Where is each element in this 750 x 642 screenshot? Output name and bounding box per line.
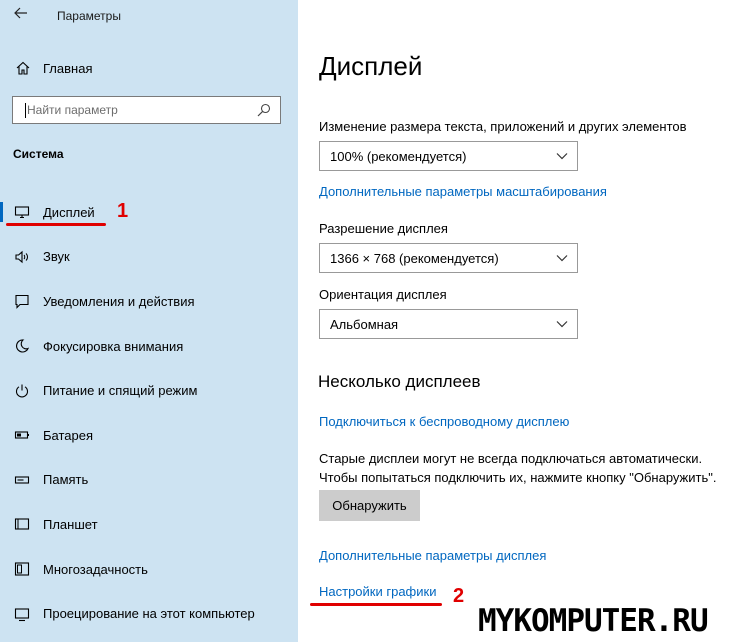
advanced-display-link[interactable]: Дополнительные параметры дисплея <box>319 548 547 563</box>
sidebar-nav <box>0 190 298 636</box>
sidebar-item-multitasking[interactable] <box>0 547 298 592</box>
notification-icon <box>13 292 31 310</box>
annotation-underline-1 <box>6 223 106 226</box>
chevron-down-icon <box>555 317 569 331</box>
sidebar-item-projecting[interactable] <box>0 591 298 636</box>
scale-value: 100% (рекомендуется) <box>330 148 467 164</box>
chevron-down-icon <box>555 251 569 265</box>
monitor-icon <box>13 203 31 221</box>
search-field[interactable] <box>12 96 281 124</box>
advanced-scaling-link[interactable]: Дополнительные параметры масштабирования <box>319 184 607 199</box>
sidebar-item-label: Планшет <box>43 516 98 532</box>
old-displays-text-1: Старые дисплеи могут не всегда подключаться автоматически. <box>319 451 703 466</box>
power-icon <box>13 382 31 400</box>
sidebar-item-label: Многозадачность <box>43 561 148 577</box>
search-input[interactable]: Найти параметр <box>27 103 118 117</box>
sidebar-item-home[interactable] <box>0 55 298 81</box>
sidebar <box>0 0 298 642</box>
home-icon <box>14 59 32 77</box>
resolution-value: 1366 × 768 (рекомендуется) <box>330 250 499 266</box>
sidebar-item-storage[interactable] <box>0 458 298 503</box>
sidebar-item-label: Фокусировка внимания <box>43 338 184 354</box>
sidebar-item-display[interactable] <box>0 190 298 235</box>
scale-label: Изменение размера текста, приложений и других элементов <box>319 119 687 134</box>
back-arrow-icon <box>14 6 28 20</box>
sidebar-item-label: Дисплей <box>43 204 95 220</box>
text-caret <box>25 103 26 118</box>
sidebar-item-label: Главная <box>43 60 93 76</box>
annotation-underline-2 <box>310 603 442 606</box>
section-title: Система <box>13 147 64 161</box>
search-icon[interactable] <box>256 102 272 118</box>
main-content <box>298 0 750 642</box>
detect-button[interactable]: Обнаружить <box>319 490 420 521</box>
sidebar-item-label: Батарея <box>43 427 94 443</box>
sidebar-item-label: Память <box>43 472 89 488</box>
sidebar-item-sound[interactable] <box>0 235 298 280</box>
sidebar-item-label: Уведомления и действия <box>43 293 195 309</box>
app-title: Параметры <box>57 9 121 23</box>
sidebar-item-focus-assist[interactable] <box>0 324 298 369</box>
watermark: MYKOMPUTER.RU <box>478 603 708 639</box>
orientation-value: Альбомная <box>330 316 399 332</box>
sidebar-item-power[interactable] <box>0 368 298 413</box>
sidebar-item-battery[interactable] <box>0 413 298 458</box>
page-title: Дисплей <box>319 51 423 81</box>
back-button[interactable] <box>14 6 30 24</box>
storage-icon <box>13 471 31 489</box>
orientation-dropdown[interactable] <box>319 309 578 339</box>
multitasking-icon <box>13 560 31 578</box>
resolution-label: Разрешение дисплея <box>319 221 448 236</box>
wireless-display-link[interactable]: Подключиться к беспроводному дисплею <box>319 414 570 429</box>
old-displays-text-2: Чтобы попытаться подключить их, нажмите кнопку "Обнаружить". <box>319 470 717 485</box>
battery-icon <box>13 426 31 444</box>
sidebar-item-notifications[interactable] <box>0 279 298 324</box>
scale-dropdown[interactable] <box>319 141 578 171</box>
annotation-marker-2: 2 <box>453 585 465 607</box>
speaker-icon <box>13 248 31 266</box>
orientation-label: Ориентация дисплея <box>319 287 447 302</box>
resolution-dropdown[interactable] <box>319 243 578 273</box>
graphics-settings-link[interactable]: Настройки графики <box>319 584 437 599</box>
sidebar-item-label: Звук <box>43 249 70 265</box>
moon-icon <box>13 337 31 355</box>
sidebar-item-tablet[interactable] <box>0 502 298 547</box>
chevron-down-icon <box>555 149 569 163</box>
projecting-icon <box>13 605 31 623</box>
sidebar-item-label: Питание и спящий режим <box>43 383 198 399</box>
annotation-marker-1: 1 <box>117 200 129 222</box>
sidebar-item-label: Проецирование на этот компьютер <box>43 606 255 622</box>
multiple-displays-title: Несколько дисплеев <box>318 372 481 391</box>
tablet-icon <box>13 515 31 533</box>
